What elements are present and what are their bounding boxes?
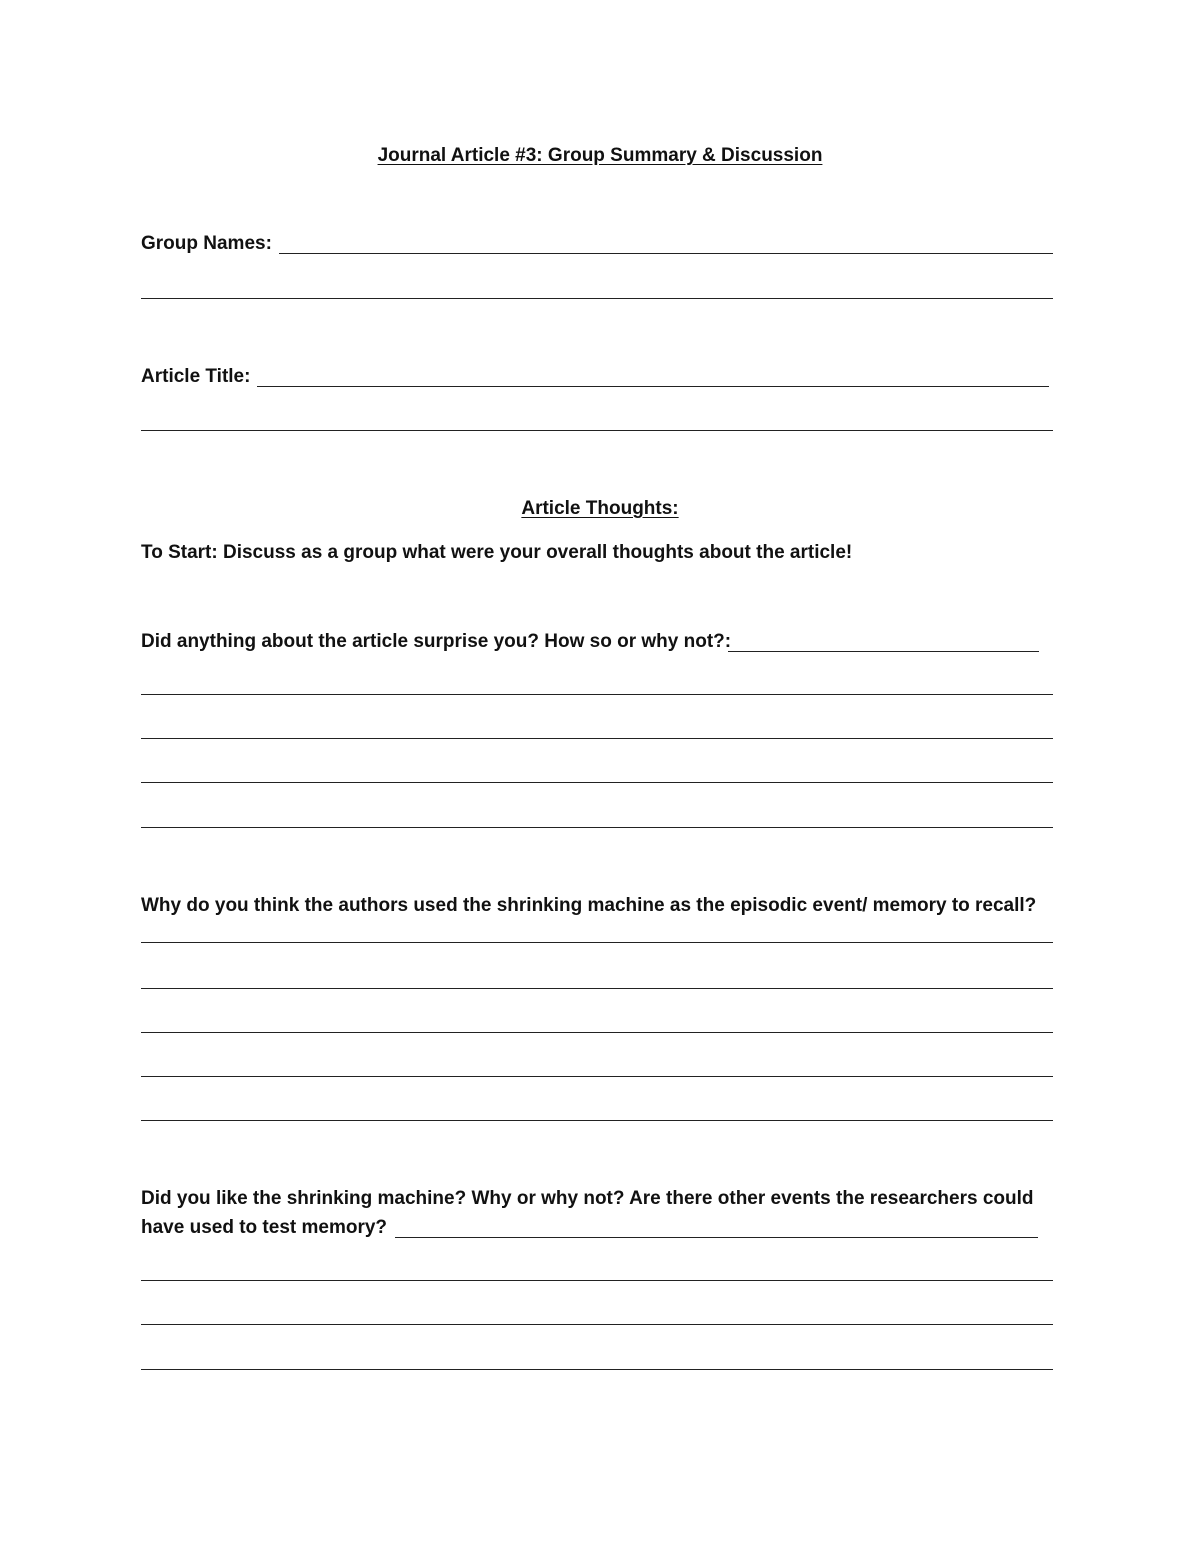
article-title-label: Article Title: <box>141 366 251 387</box>
answer-line[interactable] <box>395 1237 1038 1238</box>
answer-line[interactable] <box>141 942 1053 943</box>
answer-line[interactable] <box>141 1369 1053 1370</box>
answer-line[interactable] <box>141 738 1053 739</box>
section-heading: Article Thoughts: <box>521 498 679 519</box>
intro-prompt: To Start: Discuss as a group what were your overall thoughts about the article! <box>141 542 853 563</box>
answer-line[interactable] <box>141 988 1053 989</box>
article-title-line-2[interactable] <box>141 430 1053 431</box>
answer-line[interactable] <box>141 1324 1053 1325</box>
answer-line[interactable] <box>141 1280 1053 1281</box>
group-names-line[interactable] <box>279 253 1053 254</box>
answer-line[interactable] <box>141 1120 1053 1121</box>
group-names-label: Group Names: <box>141 233 272 254</box>
question-surprise: Did anything about the article surprise you? How so or why not?: <box>141 631 732 652</box>
worksheet-title: Journal Article #3: Group Summary & Discussion <box>377 145 823 166</box>
question-shrinking-reason: Why do you think the authors used the shrinking machine as the episodic event/ memory to recall? <box>141 895 1037 916</box>
answer-line[interactable] <box>141 694 1053 695</box>
answer-line[interactable] <box>141 782 1053 783</box>
group-names-line-2[interactable] <box>141 298 1053 299</box>
answer-line[interactable] <box>141 1032 1053 1033</box>
answer-line[interactable] <box>141 827 1053 828</box>
question-like-line1: Did you like the shrinking machine? Why or why not? Are there other events the researchers could <box>141 1188 1034 1209</box>
question-like-line2: have used to test memory? <box>141 1217 388 1238</box>
article-title-line[interactable] <box>257 386 1049 387</box>
answer-line[interactable] <box>728 651 1039 652</box>
answer-line[interactable] <box>141 1076 1053 1077</box>
